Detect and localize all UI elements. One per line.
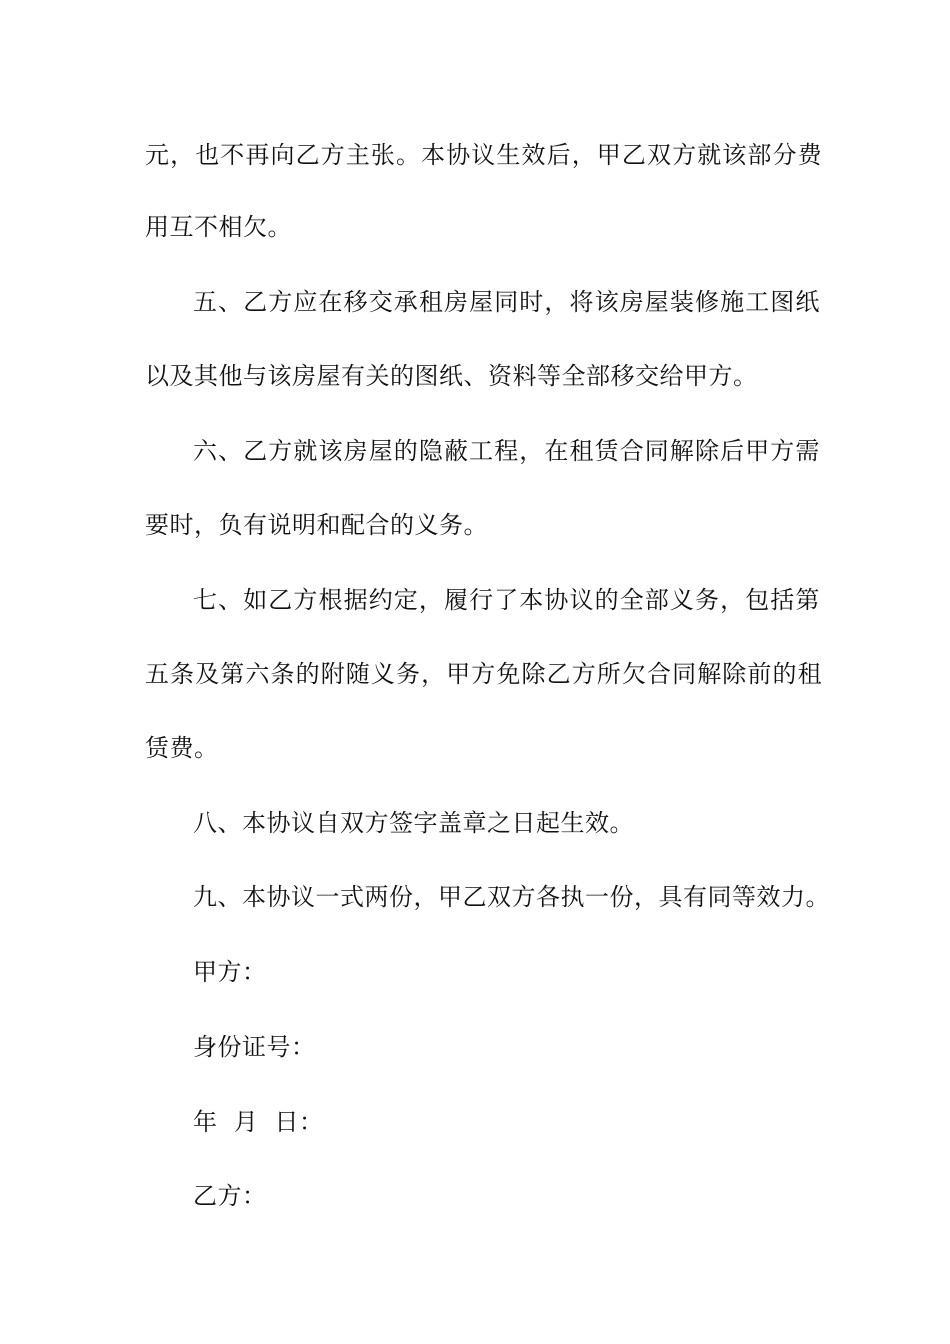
date-label: 年 月 日： [193, 1108, 324, 1136]
party-b-label: 乙方： [193, 1182, 267, 1210]
clause-7-line: 七、如乙方根据约定，履行了本协议的全部义务，包括第 [193, 586, 821, 614]
id-number-label: 身份证号： [193, 1033, 316, 1061]
text-line: 要时，负有说明和配合的义务。 [145, 511, 488, 539]
party-a-label: 甲方： [193, 958, 267, 986]
text-line: 元，也不再向乙方主张。本协议生效后，甲乙双方就该部分费 [145, 141, 823, 169]
text-line: 赁费。 [145, 734, 219, 762]
clause-5-line: 五、乙方应在移交承租房屋同时，将该房屋装修施工图纸 [193, 288, 821, 316]
clause-9-line: 九、本协议一式两份，甲乙双方各执一份，具有同等效力。 [193, 883, 830, 911]
text-line: 五条及第六条的附随义务，甲方免除乙方所欠合同解除前的租 [145, 660, 823, 688]
clause-6-line: 六、乙方就该房屋的隐蔽工程，在租赁合同解除后甲方需 [193, 437, 821, 465]
clause-8-line: 八、本协议自双方签字盖章之日起生效。 [193, 809, 634, 837]
text-line: 以及其他与该房屋有关的图纸、资料等全部移交给甲方。 [145, 362, 758, 390]
text-line: 用互不相欠。 [145, 213, 292, 241]
